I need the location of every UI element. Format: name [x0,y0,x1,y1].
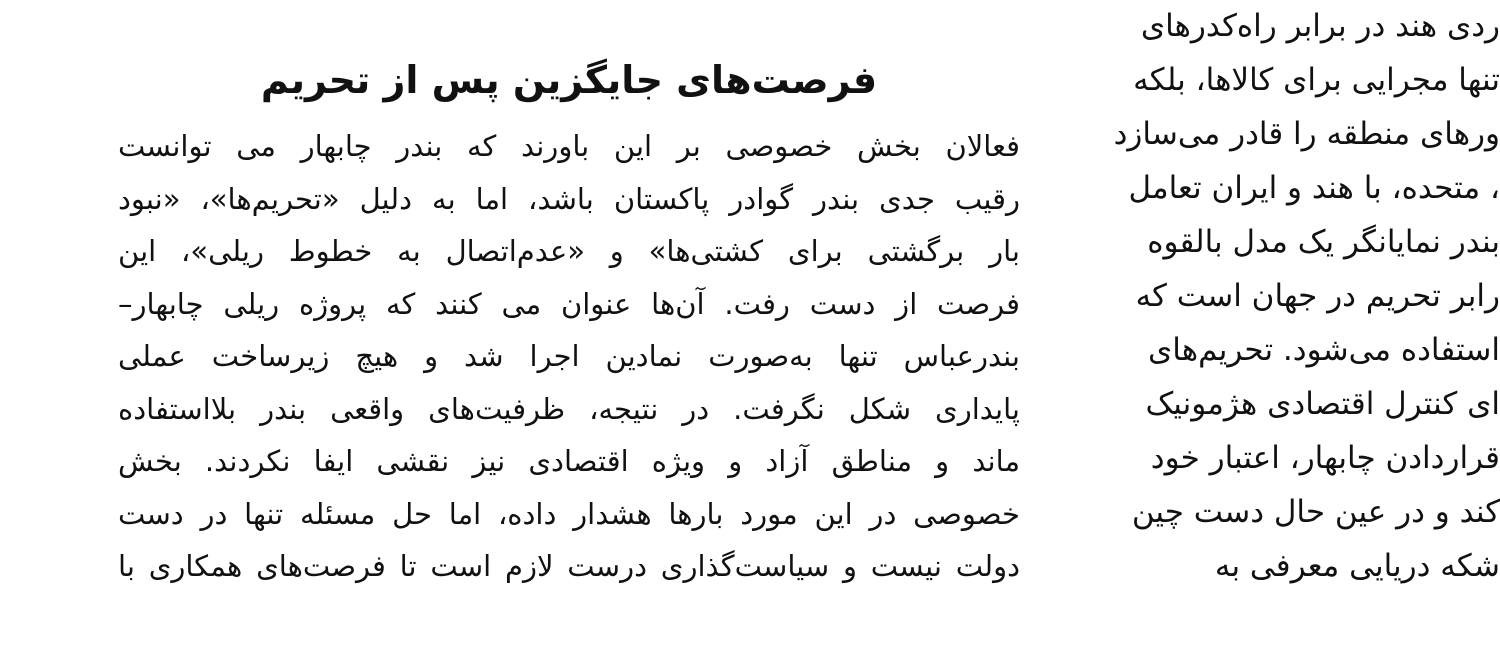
article-body-line: فعالان بخش خصوصی بر این باورند که بندر چابهار می توانست [118,129,1020,163]
side-column-line: کند و در عین حال دست چین [1131,494,1500,530]
article-body-line: بار برگشتی برای کشتی‌ها» و «عدم‌اتصال به خطوط ریلی»، این [118,234,1020,268]
article-column [118,0,1020,666]
side-column-line: شکه دریایی معرفی به [1214,548,1500,584]
article-body-line: بندرعباس تنها به‌صورت نمادین اجرا شد و هیچ زیرساخت عملی [118,339,1020,373]
article-headline: فرصت‌های جایگزین پس از تحریم [260,58,878,102]
side-column-line: استفاده می‌شود. تحریم‌های [1148,332,1500,368]
article-body-line: پایداری شکل نگرفت. در نتیجه، ظرفیت‌های واقعی بندر بلااستفاده [118,391,1020,426]
article-body-line: رقیب جدی بندر گوادر پاکستان باشد، اما به دلیل «تحریم‌ها»، «نبود [118,181,1020,216]
side-column-line: قراردادن چابهار، اعتبار خود [1150,440,1500,476]
side-column-line: رابر تحریم در جهان است که [1135,278,1500,314]
adjacent-column [1088,0,1500,666]
article-body-line: فرصت از دست رفت. آن‌ها عنوان می کنند که پروژه ریلی چابهار– [118,286,1020,321]
side-column-line: تنها مجرایی برای کالاها، بلکه [1133,62,1500,98]
side-column-line: بندر نمایانگر یک مدل بالقوه [1147,224,1500,260]
article-body-line: دولت نیست و سیاست‌گذاری درست لازم است تا فرصت‌های همکاری با [118,549,1020,583]
side-column-line: ، متحده، با هند و ایران تعامل [1128,170,1500,206]
side-column-line: ‌ای کنترل اقتصادی هژمونیک [1145,386,1500,422]
side-column-line: ردی هند در برابر راه‌کدرهای [1140,8,1500,44]
article-body-line: خصوصی در این مورد بارها هشدار داده، اما حل مسئله تنها در دست [118,496,1020,531]
side-column-line: ورهای منطقه را قادر می‌سازد [1113,116,1500,152]
article-body-line: ماند و مناطق آزاد و ویژه اقتصادی نیز نقشی ایفا نکردند. بخش [118,444,1020,478]
